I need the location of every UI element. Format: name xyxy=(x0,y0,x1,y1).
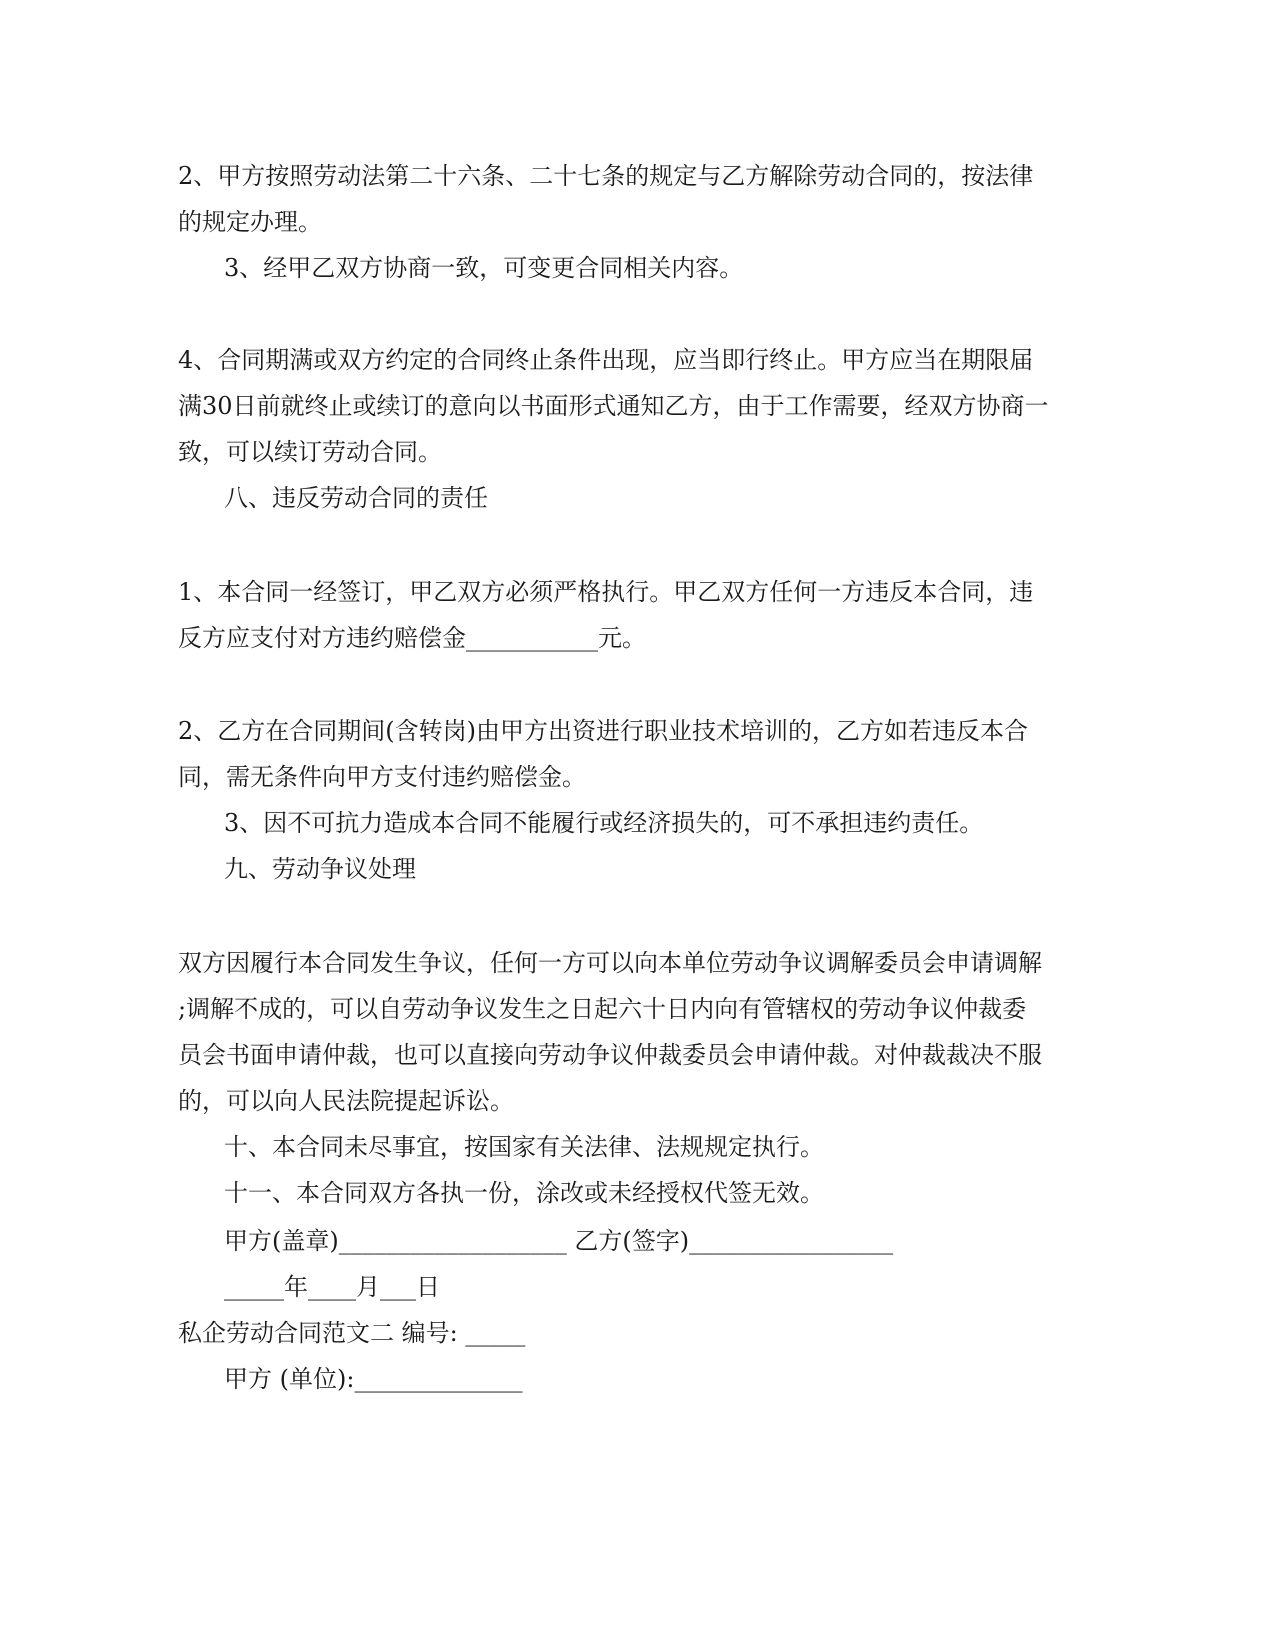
section-9-para-line-4: 的，可以向人民法院提起诉讼。 xyxy=(178,1087,514,1115)
section-11: 十一、本合同双方各执一份，涂改或未经授权代签无效。 xyxy=(224,1179,824,1207)
party-a-unit-line: 甲方 (单位):______________ xyxy=(224,1365,523,1393)
template-2-title: 私企劳动合同范文二 编号: _____ xyxy=(178,1319,526,1347)
clause-7-4-line-3: 致，可以续订劳动合同。 xyxy=(178,438,442,466)
clause-8-1-line-2: 反方应支付对方违约赔偿金___________元。 xyxy=(178,624,646,652)
clause-7-3: 3、经甲乙双方协商一致，可变更合同相关内容。 xyxy=(224,254,744,282)
clause-8-2-line-1: 2、乙方在合同期间(含转岗)由甲方出资进行职业技术培训的，乙方如若违反本合 xyxy=(178,717,1028,745)
clause-8-3: 3、因不可抗力造成本合同不能履行或经济损失的，可不承担违约责任。 xyxy=(224,809,984,837)
clause-7-2-line-2: 的规定办理。 xyxy=(178,208,322,236)
section-9-para-line-3: 员会书面申请仲裁，也可以直接向劳动争议仲裁委员会申请仲裁。对仲裁裁决不服 xyxy=(178,1041,1042,1069)
section-9-para-line-2: ;调解不成的，可以自劳动争议发生之日起六十日内向有管辖权的劳动争议仲裁委 xyxy=(178,995,1027,1023)
signature-line: 甲方(盖章)___________________ 乙方(签字)_________________ xyxy=(224,1227,894,1255)
date-line: _____年____月___日 xyxy=(224,1273,440,1301)
section-9-heading: 九、劳动争议处理 xyxy=(224,855,416,883)
clause-7-4-line-2: 满30日前就终止或续订的意向以书面形式通知乙方，由于工作需要，经双方协商一 xyxy=(178,392,1049,420)
section-10: 十、本合同未尽事宜，按国家有关法律、法规规定执行。 xyxy=(224,1133,824,1161)
clause-7-2-line-1: 2、甲方按照劳动法第二十六条、二十七条的规定与乙方解除劳动合同的，按法律 xyxy=(178,162,1034,190)
section-9-para-line-1: 双方因履行本合同发生争议，任何一方可以向本单位劳动争议调解委员会申请调解 xyxy=(178,949,1042,977)
clause-7-4-line-1: 4、合同期满或双方约定的合同终止条件出现，应当即行终止。甲方应当在期限届 xyxy=(178,346,1034,374)
section-8-heading: 八、违反劳动合同的责任 xyxy=(224,484,488,512)
clause-8-2-line-2: 同，需无条件向甲方支付违约赔偿金。 xyxy=(178,763,586,791)
clause-8-1-line-1: 1、本合同一经签订，甲乙双方必须严格执行。甲乙双方任何一方违反本合同，违 xyxy=(178,578,1034,606)
